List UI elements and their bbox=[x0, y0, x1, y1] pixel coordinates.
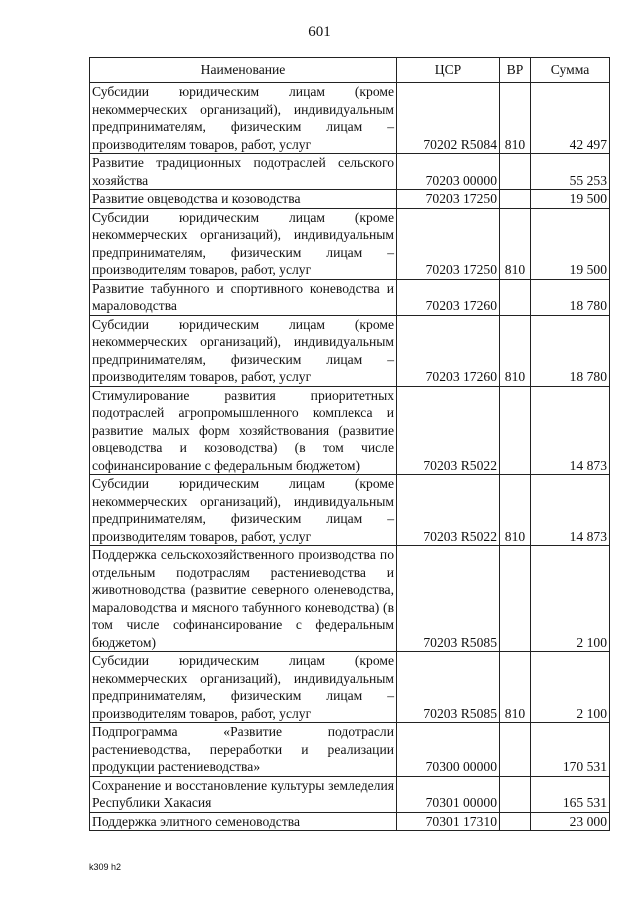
row-name: Субсидии юридическим лицам (кроме некоммерческих организаций), индивидуальным предпринимателям, физическим лицам – производителям товаров, работ, услуг bbox=[90, 83, 397, 154]
row-sum: 18 780 bbox=[531, 315, 610, 386]
table-row bbox=[90, 279, 610, 315]
row-name: Субсидии юридическим лицам (кроме некоммерческих организаций), индивидуальным предпринимателям, физическим лицам – производителям товаров, работ, услуг bbox=[90, 652, 397, 723]
table-row bbox=[90, 475, 610, 546]
row-sum: 23 000 bbox=[531, 812, 610, 831]
row-vr: 810 bbox=[500, 208, 531, 279]
row-name: Поддержка элитного семеноводства bbox=[90, 812, 397, 831]
header-csr: ЦСР bbox=[397, 58, 500, 83]
row-sum: 14 873 bbox=[531, 475, 610, 546]
row-csr: 70301 17310 bbox=[397, 812, 500, 831]
row-csr: 70301 00000 bbox=[397, 776, 500, 812]
row-csr: 70203 R5022 bbox=[397, 386, 500, 475]
table-row bbox=[90, 546, 610, 652]
row-vr bbox=[500, 546, 531, 652]
row-csr: 70203 R5085 bbox=[397, 652, 500, 723]
table-header-row bbox=[90, 58, 610, 83]
row-csr: 70300 00000 bbox=[397, 723, 500, 777]
row-csr: 70202 R5084 bbox=[397, 83, 500, 154]
row-name: Стимулирование развития приоритетных подотраслей агропромышленного комплекса и развитие малых форм хозяйствования (развитие овцеводства и козоводства) (в том числе софинансирование с федеральным бюджетом) bbox=[90, 386, 397, 475]
row-sum: 165 531 bbox=[531, 776, 610, 812]
row-name: Субсидии юридическим лицам (кроме некоммерческих организаций), индивидуальным предпринимателям, физическим лицам – производителям товаров, работ, услуг bbox=[90, 475, 397, 546]
row-sum: 14 873 bbox=[531, 386, 610, 475]
row-csr: 70203 R5022 bbox=[397, 475, 500, 546]
row-csr: 70203 17260 bbox=[397, 315, 500, 386]
row-name: Сохранение и восстановление культуры земледелия Республики Хакасия bbox=[90, 776, 397, 812]
table-row bbox=[90, 83, 610, 154]
row-sum: 19 500 bbox=[531, 208, 610, 279]
table-row bbox=[90, 652, 610, 723]
row-sum: 42 497 bbox=[531, 83, 610, 154]
row-sum: 55 253 bbox=[531, 154, 610, 190]
header-sum: Сумма bbox=[531, 58, 610, 83]
row-sum: 18 780 bbox=[531, 279, 610, 315]
row-name: Субсидии юридическим лицам (кроме некоммерческих организаций), индивидуальным предпринимателям, физическим лицам – производителям товаров, работ, услуг bbox=[90, 315, 397, 386]
row-name: Субсидии юридическим лицам (кроме некоммерческих организаций), индивидуальным предпринимателям, физическим лицам – производителям товаров, работ, услуг bbox=[90, 208, 397, 279]
row-vr bbox=[500, 190, 531, 209]
table-row bbox=[90, 208, 610, 279]
table-row bbox=[90, 776, 610, 812]
page-number: 601 bbox=[308, 24, 331, 40]
row-vr bbox=[500, 723, 531, 777]
row-vr: 810 bbox=[500, 83, 531, 154]
row-sum: 2 100 bbox=[531, 546, 610, 652]
budget-table bbox=[89, 57, 610, 831]
table-row bbox=[90, 315, 610, 386]
row-csr: 70203 17250 bbox=[397, 190, 500, 209]
table-row bbox=[90, 723, 610, 777]
header-name: Наименование bbox=[90, 58, 397, 83]
row-name: Подпрограмма «Развитие подотрасли растениеводства, переработки и реализации продукции растениеводства» bbox=[90, 723, 397, 777]
row-vr bbox=[500, 776, 531, 812]
row-vr bbox=[500, 386, 531, 475]
row-name: Поддержка сельскохозяйственного производства по отдельным подотраслям растениеводства и животноводства (развитие северного оленеводства, мараловодства и мясного табунного коневодства) (в том числе софинансирование с федеральным бюджетом) bbox=[90, 546, 397, 652]
row-csr: 70203 17260 bbox=[397, 279, 500, 315]
table-row bbox=[90, 812, 610, 831]
table-row bbox=[90, 154, 610, 190]
table-row bbox=[90, 386, 610, 475]
row-sum: 2 100 bbox=[531, 652, 610, 723]
row-vr bbox=[500, 279, 531, 315]
row-sum: 170 531 bbox=[531, 723, 610, 777]
row-vr: 810 bbox=[500, 475, 531, 546]
row-name: Развитие овцеводства и козоводства bbox=[90, 190, 397, 209]
row-csr: 70203 R5085 bbox=[397, 546, 500, 652]
header-vr: ВР bbox=[500, 58, 531, 83]
row-name: Развитие традиционных подотраслей сельского хозяйства bbox=[90, 154, 397, 190]
table-row bbox=[90, 190, 610, 209]
footer-code: k309 h2 bbox=[89, 862, 122, 872]
row-sum: 19 500 bbox=[531, 190, 610, 209]
row-vr: 810 bbox=[500, 652, 531, 723]
row-csr: 70203 17250 bbox=[397, 208, 500, 279]
row-name: Развитие табунного и спортивного коневодства и мараловодства bbox=[90, 279, 397, 315]
row-vr bbox=[500, 154, 531, 190]
row-vr: 810 bbox=[500, 315, 531, 386]
row-vr bbox=[500, 812, 531, 831]
row-csr: 70203 00000 bbox=[397, 154, 500, 190]
